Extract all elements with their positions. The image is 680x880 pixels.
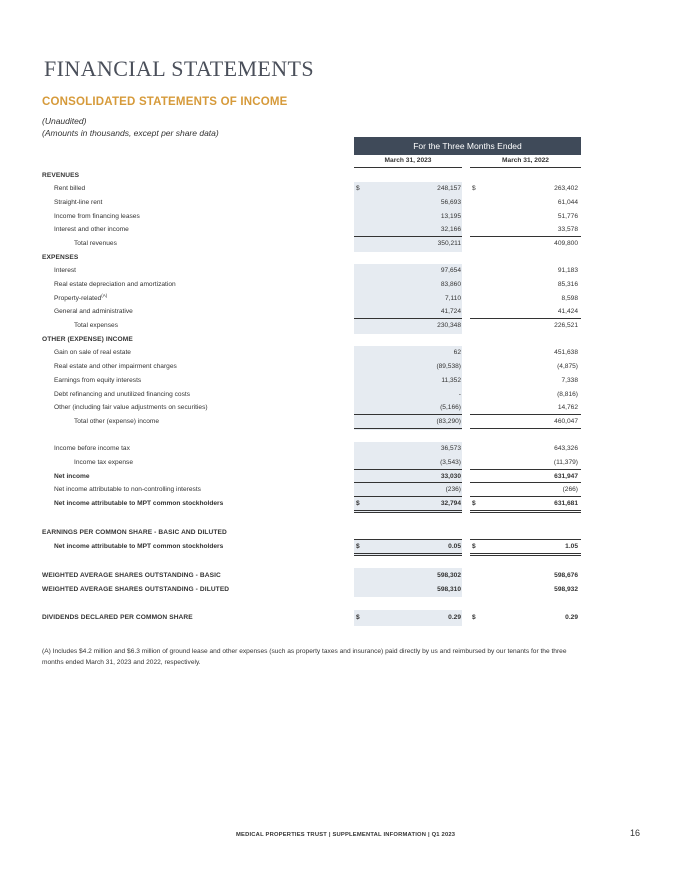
table-row [42, 210, 582, 224]
value-2023: 350,211 [437, 240, 461, 247]
value-2023: 230,348 [437, 322, 461, 329]
value-2022: 631,681 [554, 500, 578, 507]
table-row [42, 583, 582, 597]
value-2022: (11,379) [553, 459, 578, 466]
table-row [42, 497, 582, 511]
row-label: Net income attributable to non-controlling interests [54, 486, 201, 493]
value-2023: 62 [453, 349, 461, 356]
footer: MEDICAL PROPERTIES TRUST | SUPPLEMENTAL INFORMATION | Q1 2023 [236, 832, 456, 838]
table-rule [354, 553, 462, 554]
row-label: Interest and other income [54, 226, 129, 233]
row-label: Net income attributable to MPT common stockholders [54, 500, 224, 507]
row-label: WEIGHTED AVERAGE SHARES OUTSTANDING - DILUTED [42, 586, 230, 593]
table-row [42, 196, 582, 210]
column-underline [354, 167, 462, 168]
row-label: Income from financing leases [54, 213, 140, 220]
value-2022: 409,800 [554, 240, 578, 247]
row-label: Net income [54, 473, 90, 480]
value-2022: 598,932 [554, 586, 578, 593]
value-2023: - [458, 391, 461, 398]
currency-symbol: $ [472, 185, 476, 192]
section-title: CONSOLIDATED STATEMENTS OF INCOME [42, 96, 288, 108]
row-label: REVENUES [42, 172, 80, 179]
row-label: Straight-line rent [54, 199, 103, 206]
table-row [42, 292, 582, 306]
table-rule [470, 482, 581, 483]
value-2023: 33,030 [440, 473, 461, 480]
table-rule [354, 510, 462, 511]
table-rule [470, 512, 581, 513]
row-label: WEIGHTED AVERAGE SHARES OUTSTANDING - BASIC [42, 572, 221, 579]
table-rule [354, 236, 462, 237]
total-row [42, 456, 582, 470]
table-rule [470, 318, 581, 319]
table-rule [354, 555, 462, 556]
value-2022: 14,762 [557, 404, 578, 411]
table-rule [470, 236, 581, 237]
subtitle-units: (Amounts in thousands, except per share data) [42, 128, 219, 138]
value-2022: 631,947 [554, 473, 578, 480]
currency-symbol: $ [472, 614, 476, 621]
table-row [42, 388, 582, 402]
total-row [42, 319, 582, 333]
row-label: Earnings from equity interests [54, 377, 142, 384]
row-label: Debt refinancing and unutilized financing costs [54, 391, 190, 398]
value-2023: 97,654 [440, 267, 461, 274]
row-label: General and administrative [54, 308, 133, 315]
table-rule [470, 469, 581, 470]
table-rule [354, 496, 462, 497]
table-row [42, 278, 582, 292]
value-2022: 226,521 [554, 322, 578, 329]
value-2022: 7,338 [561, 377, 578, 384]
value-2023: 248,157 [437, 185, 461, 192]
value-2023: 32,794 [440, 500, 461, 507]
subtitle-unaudited: (Unaudited) [42, 116, 87, 126]
value-2022: 91,183 [557, 267, 578, 274]
table-row [42, 483, 582, 497]
table-row [42, 305, 582, 319]
section-heading [42, 526, 582, 540]
row-label: Property-related$^{(A)}$ [54, 293, 108, 302]
value-2022: 8,598 [561, 295, 578, 302]
row-label: Interest [54, 267, 76, 274]
value-2022: 0.29 [565, 614, 578, 621]
value-2023: 32,166 [440, 226, 461, 233]
section-heading [42, 169, 582, 183]
row-label: Net income attributable to MPT common stockholders [54, 543, 224, 550]
currency-symbol: $ [356, 500, 360, 507]
value-2022: 451,638 [554, 349, 578, 356]
value-2022: 61,044 [557, 199, 578, 206]
value-2022: 1.05 [565, 543, 578, 550]
table-rule [470, 428, 581, 429]
value-2023: 41,724 [440, 308, 461, 315]
table-row [42, 346, 582, 360]
row-label: Other (including fair value adjustments on securities) [54, 404, 208, 411]
value-2023: 7,110 [444, 295, 461, 302]
row-label: EXPENSES [42, 254, 79, 261]
table-rule [470, 510, 581, 511]
table-row [42, 374, 582, 388]
value-2023: 83,860 [440, 281, 461, 288]
row-label: DIVIDENDS DECLARED PER COMMON SHARE [42, 614, 193, 621]
value-2022: (4,875) [557, 363, 578, 370]
value-2023: 598,310 [437, 586, 461, 593]
currency-symbol: $ [472, 543, 476, 550]
value-2023: 13,195 [440, 213, 461, 220]
row-label: Real estate depreciation and amortization [54, 281, 176, 288]
value-2023: (3,543) [440, 459, 461, 466]
row-label: Total revenues [74, 240, 117, 247]
table-row [42, 223, 582, 237]
value-2022: 85,316 [557, 281, 578, 288]
column-group-header: For the Three Months Ended [354, 137, 581, 155]
table-rule [470, 496, 581, 497]
value-2023: 0.05 [448, 543, 461, 550]
value-2022: (266) [562, 486, 578, 493]
value-2022: 51,776 [557, 213, 578, 220]
value-2023: 56,693 [440, 199, 461, 206]
table-rule [470, 553, 581, 554]
table-rule [354, 482, 462, 483]
currency-symbol: $ [356, 614, 360, 621]
table-rule [354, 428, 462, 429]
table-rule [470, 539, 581, 540]
value-2022: 33,578 [557, 226, 578, 233]
value-2023: (236) [445, 486, 461, 493]
table-rule [354, 414, 462, 415]
row-label: Total other (expense) income [74, 418, 160, 425]
currency-symbol: $ [356, 543, 360, 550]
currency-symbol: $ [356, 185, 360, 192]
table-row [42, 540, 582, 554]
row-label: Total expenses [74, 322, 118, 329]
table-rule [470, 414, 581, 415]
row-label: OTHER (EXPENSE) INCOME [42, 336, 133, 343]
value-2023: (5,166) [440, 404, 461, 411]
value-2023: (83,290) [436, 418, 461, 425]
table-rule [354, 512, 462, 513]
row-label: EARNINGS PER COMMON SHARE - BASIC AND DILUTED [42, 529, 227, 536]
table-rule [354, 318, 462, 319]
value-2022: 460,047 [554, 418, 578, 425]
table-row [42, 360, 582, 374]
currency-symbol: $ [472, 500, 476, 507]
table-row [42, 569, 582, 583]
table-row [42, 442, 582, 456]
page-header: FINANCIAL STATEMENTS [44, 56, 315, 81]
value-2022: 41,424 [557, 308, 578, 315]
total-row [42, 237, 582, 251]
row-label: Real estate and other impairment charges [54, 363, 177, 370]
value-2022: 263,402 [554, 185, 578, 192]
value-2022: (8,816) [557, 391, 578, 398]
column-underline [470, 167, 581, 168]
table-row [42, 264, 582, 278]
value-2022: 598,676 [554, 572, 578, 579]
section-heading [42, 333, 582, 347]
total-row [42, 415, 582, 429]
table-rule [354, 469, 462, 470]
value-2023: 598,302 [437, 572, 461, 579]
row-label: Income tax expense [74, 459, 134, 466]
table-row [42, 182, 582, 196]
table-row [42, 611, 582, 625]
table-row [42, 401, 582, 415]
page-number: 16 [630, 828, 641, 838]
section-heading [42, 251, 582, 265]
column-header-2022: March 31, 2022 [502, 157, 549, 164]
table-rule [470, 555, 581, 556]
value-2023: 36,573 [440, 445, 461, 452]
value-2023: 11,352 [441, 377, 461, 384]
table-rule [354, 539, 462, 540]
value-2022: 643,326 [554, 445, 578, 452]
row-label: Rent billed [54, 185, 86, 192]
row-label: Income before income tax [54, 445, 130, 452]
column-header-2023: March 31, 2023 [384, 157, 432, 164]
row-label: Gain on sale of real estate [54, 349, 131, 356]
footnote-marker: (A) [101, 293, 108, 298]
footnote: (A) Includes $4.2 million and $6.3 million of ground lease and other expenses (such as property taxes and insurance) paid directly by us and reimbursed by our tenants for the three months ended March 31, 2023 and 2022, respectively. [42, 648, 567, 666]
value-2023: (89,538) [436, 363, 461, 370]
value-2023: 0.29 [448, 614, 461, 621]
